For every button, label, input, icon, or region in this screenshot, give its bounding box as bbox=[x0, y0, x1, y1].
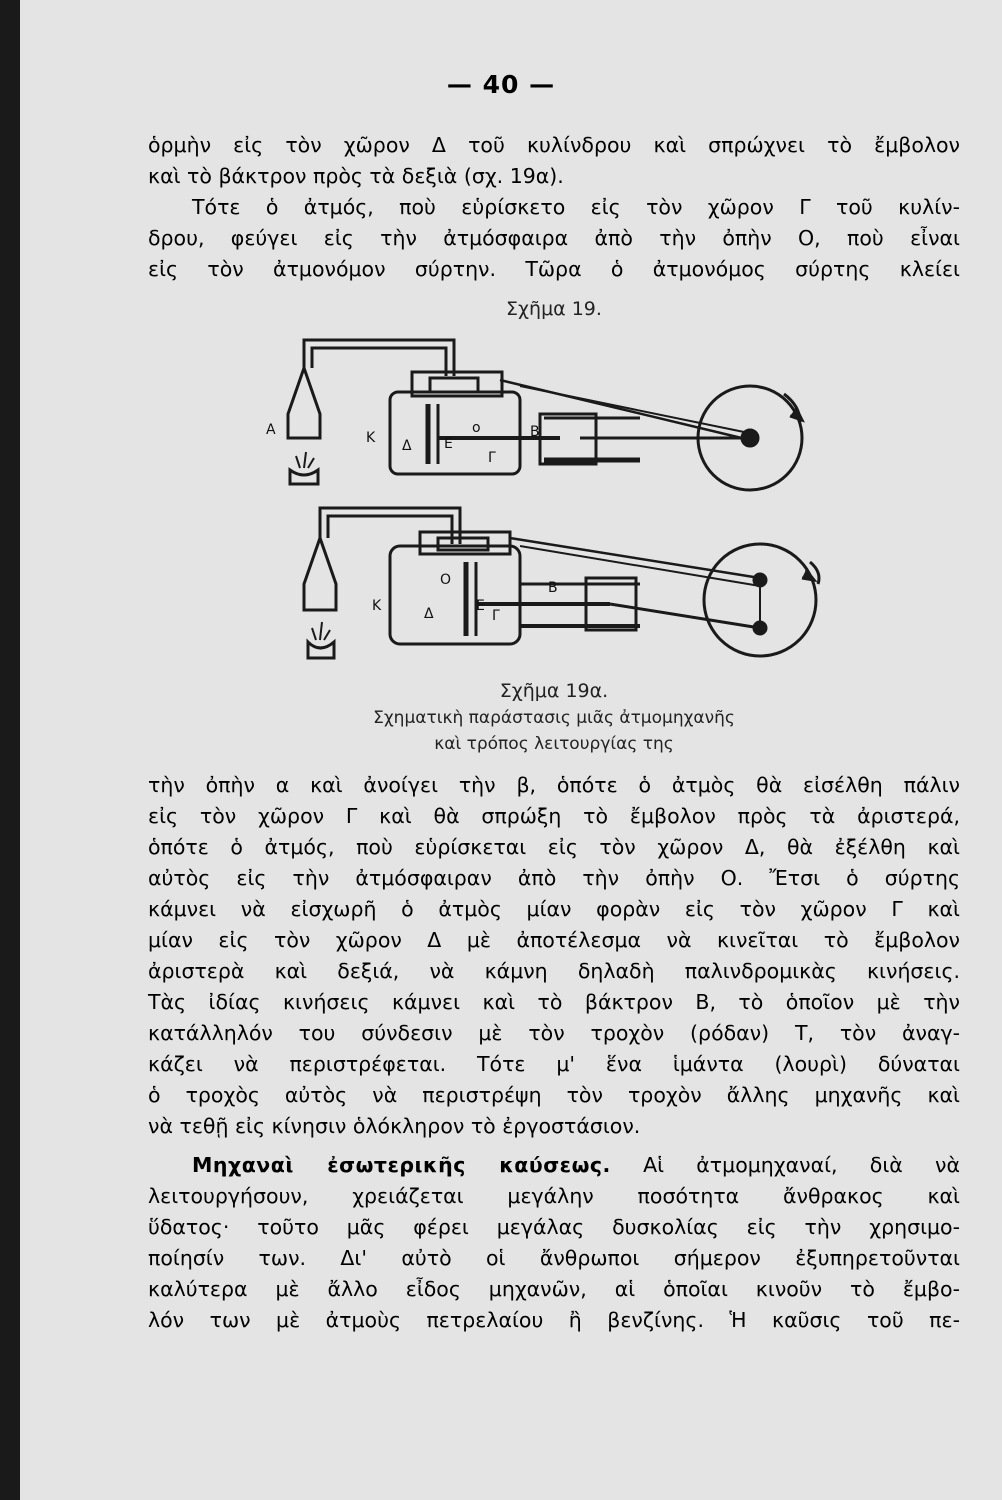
label-O: Ο bbox=[440, 572, 452, 588]
text-line: ἀριστερὰ καὶ δεξιά, νὰ κάμνη δηλαδὴ παλινδρομικὰς κινήσεις. bbox=[148, 959, 960, 983]
figure-19a bbox=[290, 500, 830, 670]
text-line: εἰς τὸν ἀτμονόμον σύρτην. Τῶρα ὁ ἀτμονόμος σύρτης κλείει bbox=[148, 257, 960, 281]
paragraph-top bbox=[148, 130, 960, 285]
text-line: αὐτὸς εἰς τὴν ἀτμόσφαιραν ἀπὸ τὴν ὀπὴν Ο. Ἔτσι ὁ σύρτης bbox=[148, 866, 960, 890]
section-first-line bbox=[148, 1150, 960, 1181]
figure-19a-caption-line2: καὶ τρόπος λειτουργίας της bbox=[434, 734, 674, 754]
boiler-flask-shape bbox=[288, 368, 320, 438]
text-line: ὁρμὴν εἰς τὸν χῶρον Δ τοῦ κυλίνδρου καὶ σπρώχνει τὸ ἔμβολον bbox=[148, 133, 960, 157]
text-line: ὁπότε ὁ ἀτμός, ποὺ εὑρίσκεται εἰς τὸν χῶρον Δ, θὰ ἐξέλθη καὶ bbox=[148, 835, 960, 859]
text-line: Τὰς ἰδίας κινήσεις κάμνει καὶ τὸ βάκτρον Β, τὸ ὁποῖον μὲ τὴν bbox=[148, 990, 960, 1014]
text-line: τὴν ὀπὴν α καὶ ἀνοίγει τὴν β, ὁπότε ὁ ἀτμὸς θὰ εἰσέλθη πάλιν bbox=[148, 773, 960, 797]
text-fragment: Αἱ ἀτμομηχαναί, διὰ νὰ bbox=[643, 1153, 960, 1177]
text-line: λόν των μὲ ἀτμοὺς πετρελαίου ἢ βενζίνης. Ἡ καῦσις τοῦ πε- bbox=[148, 1308, 960, 1332]
text-line: νὰ τεθῇ εἰς κίνησιν ὁλόκληρον τὸ ἐργοστάσιον. bbox=[148, 1114, 641, 1138]
text-line: Τότε ὁ ἀτμός, ποὺ εὑρίσκετο εἰς τὸν χῶρον Γ τοῦ κυλίν- bbox=[192, 195, 960, 219]
text-line: ὁ τροχὸς αὐτὸς νὰ περιστρέψη τὸν τροχὸν ἄλλης μηχανῆς καὶ bbox=[148, 1083, 960, 1107]
label-B: Β bbox=[530, 424, 540, 440]
text-line: μίαν εἰς τὸν χῶρον Δ μὲ ἀποτέλεσμα νὰ κινεῖται τὸ ἔμβολον bbox=[148, 928, 960, 952]
cylinder-shape bbox=[390, 546, 520, 644]
text-line: καλύτερα μὲ ἄλλο εἶδος μηχανῶν, αἱ ὁποῖαι κινοῦν τὸ ἔμβο- bbox=[148, 1277, 960, 1301]
figure-19-caption: Σχῆμα 19. bbox=[506, 298, 602, 320]
label-E: Ε bbox=[476, 598, 485, 614]
steam-engine-diagram-19 bbox=[260, 328, 820, 496]
text-line: ποίησίν των. Δι' αὐτὸ οἱ ἄνθρωποι σήμερον ἐξυπηρετοῦνται bbox=[148, 1246, 960, 1270]
label-A: Α bbox=[266, 422, 276, 438]
label-O: ο bbox=[472, 420, 481, 436]
section-paragraph bbox=[148, 1150, 960, 1336]
label-B: Β bbox=[548, 580, 558, 596]
text-line: ὕδατος· τοῦτο μᾶς φέρει μεγάλας δυσκολίας εἰς τὴν χρησιμο- bbox=[148, 1215, 960, 1239]
page-number: — 40 — bbox=[446, 70, 556, 99]
label-E: Ε bbox=[444, 436, 453, 452]
label-Delta: Δ bbox=[424, 606, 434, 622]
text-line: λειτουργήσουν, χρειάζεται μεγάλην ποσότητα ἄνθρακος καὶ bbox=[148, 1184, 960, 1208]
figure-19a-caption-line1: Σχηματικὴ παράστασις μιᾶς ἀτμομηχανῆς bbox=[373, 708, 735, 728]
steam-engine-diagram-19a bbox=[290, 500, 830, 670]
text-line: καὶ τὸ βάκτρον πρὸς τὰ δεξιὰ (σχ. 19α). bbox=[148, 164, 564, 188]
label-Gamma: Γ bbox=[488, 450, 496, 466]
paragraph-bottom bbox=[148, 770, 960, 1142]
text-line: δρου, φεύγει εἰς τὴν ἀτμόσφαιρα ἀπὸ τὴν ὀπὴν Ο, ποὺ εἶναι bbox=[148, 226, 960, 250]
label-Delta: Δ bbox=[402, 438, 412, 454]
label-K: Κ bbox=[372, 598, 382, 614]
text-line: κάμνει νὰ εἰσχωρῆ ὁ ἀτμὸς μίαν φορὰν εἰς τὸν χῶρον Γ καὶ bbox=[148, 897, 960, 921]
burner-shape bbox=[308, 642, 334, 658]
cylinder-shape bbox=[390, 392, 520, 474]
section-heading: Μηχαναὶ ἐσωτερικῆς καύσεως. bbox=[192, 1153, 611, 1177]
label-K: Κ bbox=[366, 430, 376, 446]
figure-19 bbox=[260, 328, 820, 496]
figure-19a-caption-title: Σχῆμα 19α. bbox=[499, 680, 609, 702]
text-line: κάζει νὰ περιστρέφεται. Τότε μ' ἕνα ἱμάντα (λουρὶ) δύναται bbox=[148, 1052, 960, 1076]
text-line: κατάλληλόν του σύνδεσιν μὲ τὸν τροχὸν (ρόδαν) Τ, τὸν ἀναγ- bbox=[148, 1021, 960, 1045]
label-Gamma: Γ bbox=[492, 608, 500, 624]
text-line: εἰς τὸν χῶρον Γ καὶ θὰ σπρώξη τὸ ἔμβολον πρὸς τὰ ἀριστερά, bbox=[148, 804, 960, 828]
burner-shape bbox=[290, 470, 318, 484]
boiler-flask-shape bbox=[304, 538, 336, 610]
